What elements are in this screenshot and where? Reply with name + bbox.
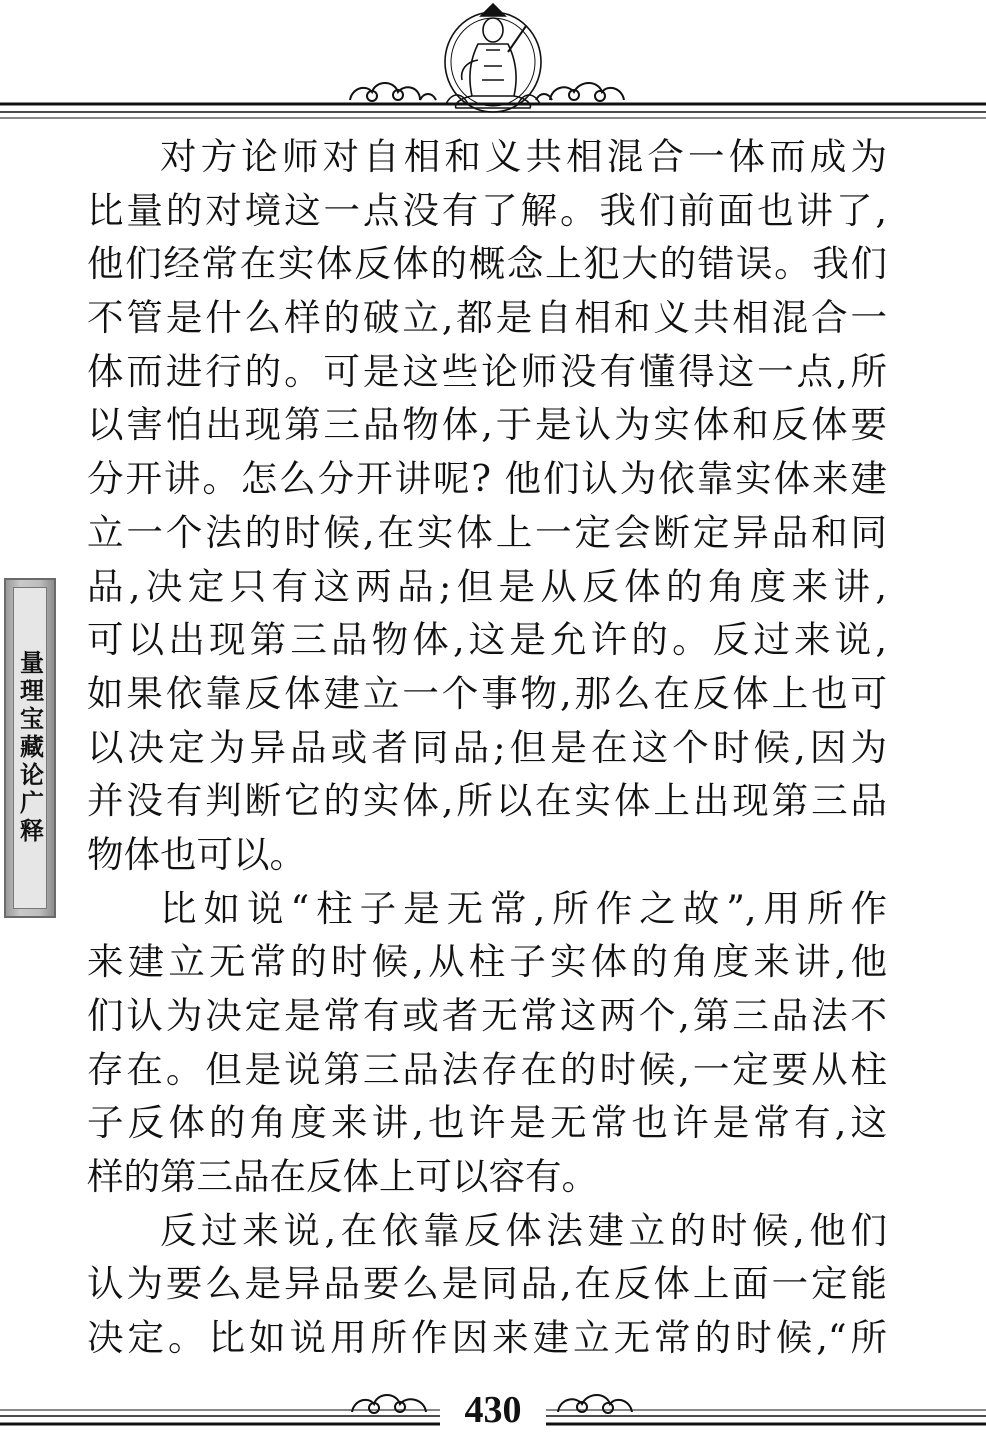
text-line: 物体也可以。: [87, 832, 306, 876]
text-line: 以害怕出现第三品物体,于是认为实体和反体要: [87, 403, 887, 447]
text-line: 他们经常在实体反体的概念上犯大的错误。我们: [87, 242, 887, 286]
cloud-scroll-left-icon: [350, 83, 436, 101]
side-tab-book-title: [4, 578, 56, 918]
text-line: 决定。比如说用所作因来建立无常的时候,“所: [87, 1316, 887, 1360]
header-border-svg: [0, 0, 986, 125]
text-line: 不管是什么样的破立,都是自相和义共相混合一: [87, 296, 887, 340]
text-line: 如果依靠反体建立一个事物,那么在反体上也可: [87, 671, 887, 715]
page-number: 430: [464, 1389, 522, 1431]
cloud-scroll-right-icon: [536, 83, 624, 101]
side-tab-inner-panel: [13, 587, 47, 909]
text-line: 比如说“柱子是无常,所作之故”,用所作: [160, 886, 887, 930]
text-line: 存在。但是说第三品法存在的时候,一定要从柱: [87, 1047, 887, 1091]
text-line: 子反体的角度来讲,也许是无常也许是常有,这: [87, 1101, 887, 1145]
text-line: 样的第三品在反体上可以容有。: [87, 1155, 598, 1199]
text-line: 们认为决定是常有或者无常这两个,第三品法不: [87, 994, 887, 1037]
page-body-text: [87, 130, 887, 1365]
side-tab-title: 量理宝藏论广释: [15, 650, 44, 846]
text-line: 来建立无常的时候,从柱子实体的角度来讲,他: [87, 940, 887, 984]
text-line: 体而进行的。可是这些论师没有懂得这一点,所: [87, 349, 887, 393]
padmasambhava-figure-icon: [445, 4, 541, 112]
text-line: 可以出现第三品物体,这是允许的。反过来说,: [87, 618, 887, 662]
text-line: 对方论师对自相和义共相混合一体而成为: [160, 135, 887, 178]
text-line: 以决定为异品或者同品;但是在这个时候,因为: [87, 725, 887, 769]
text-line: 并没有判断它的实体,所以在实体上出现第三品: [87, 779, 887, 823]
page-header-ornament: [0, 0, 986, 125]
text-line: 比量的对境这一点没有了解。我们前面也讲了,: [87, 188, 887, 232]
text-line: 认为要么是异品要么是同品,在反体上面一定能: [87, 1262, 887, 1306]
text-line: 分开讲。怎么分开讲呢? 他们认为依靠实体来建: [87, 457, 887, 501]
text-line: 立一个法的时候,在实体上一定会断定异品和同: [87, 510, 887, 554]
text-line: 反过来说,在依靠反体法建立的时候,他们: [160, 1208, 887, 1252]
text-line: 品,决定只有这两品;但是从反体的角度来讲,: [87, 564, 887, 608]
